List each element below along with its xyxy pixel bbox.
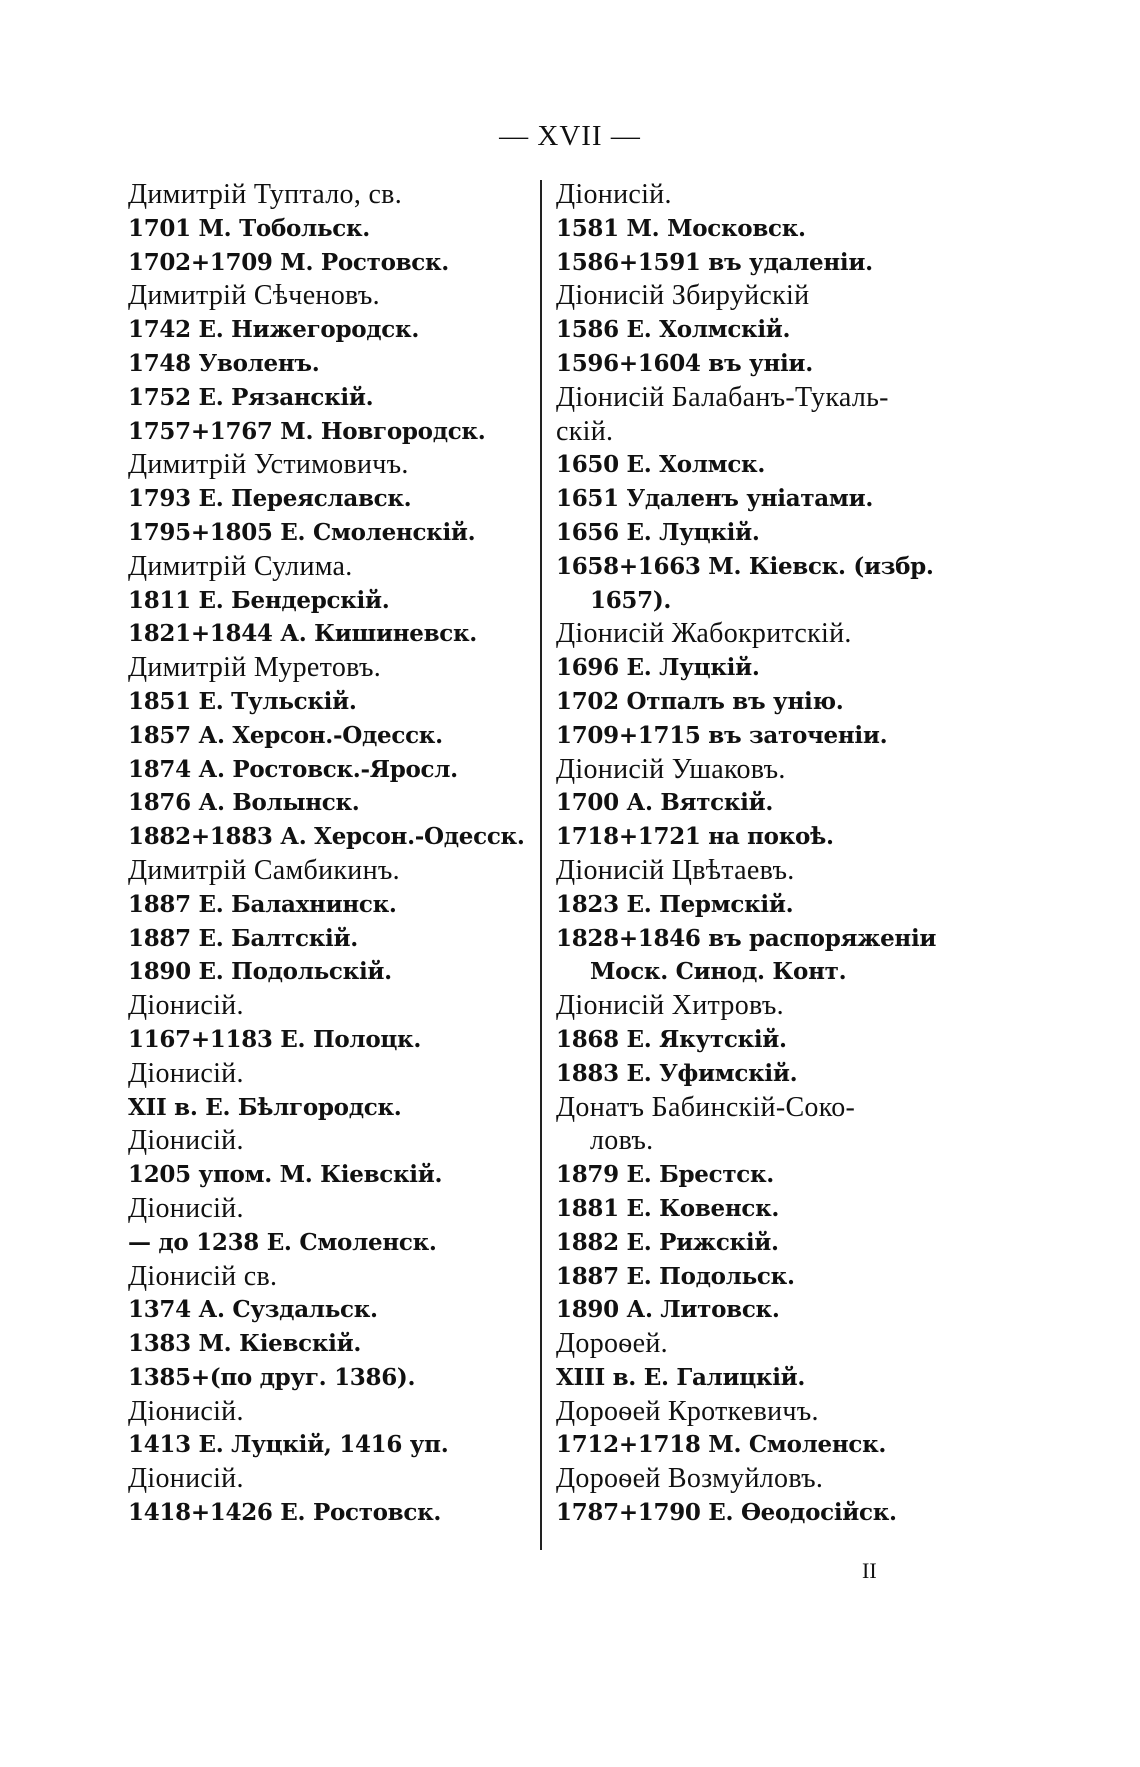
entry-detail: 1887 Е. Балахнинск. [128,890,397,918]
right-column [556,178,996,1530]
entry-detail: 1702+1709 М. Ростовск. [128,248,450,276]
entry-name: Діонисій Хитровъ. [556,990,784,1022]
entry-detail: 1696 Е. Луцкій. [556,654,760,682]
entry-detail: 1205 упом. М. Кіевскій. [128,1161,443,1189]
entry-detail: 1793 Е. Переяславск. [128,485,412,513]
entry-detail: 1658+1663 М. Кіевск. (избр. [556,552,934,580]
entry-detail: 1868 Е. Якутскій. [556,1025,787,1053]
entry-name: Димитрій Муретовъ. [128,652,382,684]
entry-detail: XII в. Е. Бѣлгородск. [128,1093,402,1121]
entry-detail: 1385+(по друг. 1386). [128,1363,416,1391]
entry-name: Димитрій Устимовичъ. [128,449,409,481]
entry-detail: 1596+1604 въ уніи. [556,349,813,377]
entry-detail: 1700 А. Вятскій. [556,789,774,817]
entry-detail: 1887 Е. Балтскій. [128,924,358,952]
entry-name: Діонисій Балабанъ-Тукаль- [556,381,889,413]
entry-detail: 1811 Е. Бендерскій. [128,586,390,614]
entry-name: Діонисій Цвѣтаевъ. [556,854,795,886]
entry-name: Діонисій. [128,1395,244,1427]
entry-detail: 1748 Уволенъ. [128,349,320,377]
entry-name: скій. [556,415,614,447]
entry-detail: 1581 М. Московск. [556,214,806,242]
entry-detail: 1656 Е. Луцкій. [556,518,760,546]
entry-name: Донатъ Бабинскій-Соко- [556,1091,856,1123]
entry-detail: 1887 Е. Подольск. [556,1262,795,1290]
entry-detail: 1787+1790 Е. Ѳеодосійск. [556,1499,897,1527]
entry-name: Димитрій Туптало, св. [128,179,402,210]
entry-name: Дороѳей Кроткевичъ. [556,1395,819,1427]
column-divider [540,180,542,1550]
entry-name: Діонисій Ушаковъ. [556,753,786,785]
entry-detail: 1712+1718 М. Смоленск. [556,1431,887,1459]
entry-detail: 1879 Е. Брестск. [556,1161,775,1189]
entry-name: Дороѳей. [556,1328,668,1360]
entry-detail: 1383 М. Кіевскій. [128,1330,362,1358]
entry-detail: 1857 А. Херсон.-Одесск. [128,721,443,749]
entry-name: Дороѳей Возмуйловъ. [556,1463,824,1495]
left-column [128,178,528,1530]
entry-detail: 1413 Е. Луцкій, 1416 уп. [128,1431,449,1459]
entry-detail: 1890 Е. Подольскій. [128,958,392,986]
entry-detail: 1881 Е. Ковенск. [556,1194,780,1222]
entry-detail: 1374 А. Суздальск. [128,1296,378,1324]
entry-name: Діонисій. [128,1463,244,1495]
entry-detail: 1752 Е. Рязанскій. [128,383,374,411]
entry-name: Діонисій. [128,1192,244,1224]
entry-name: Димитрій Сѣченовъ. [128,280,380,312]
entry-detail: 1650 Е. Холмск. [556,451,766,479]
entry-detail: 1876 А. Волынск. [128,789,360,817]
entry-detail: 1882+1883 А. Херсон.-Одесск. [128,823,525,851]
entry-detail: 1890 А. Литовск. [556,1296,780,1324]
entry-detail: 1586 Е. Холмскій. [556,316,791,344]
entry-detail: 1742 Е. Нижегородск. [128,316,420,344]
entry-name: Димитрій Сулима. [128,550,353,582]
entry-detail: 1651 Удаленъ уніатами. [556,485,874,513]
page-number-header: — XVII — [499,120,641,152]
entry-name: ловъ. [590,1125,654,1157]
entry-name: Діонисій Збируйскій [556,280,810,312]
entry-detail: 1828+1846 въ распоряженіи [556,924,937,952]
entry-detail: 1883 Е. Уфимскій. [556,1059,798,1087]
entry-name: Діонисій. [128,1057,244,1089]
signature-mark: II [862,1558,877,1583]
entry-detail: 1757+1767 М. Новгородск. [128,417,486,445]
entry-detail: 1418+1426 Е. Ростовск. [128,1499,442,1527]
entry-name: Діонисій св. [128,1260,278,1292]
entry-detail: 1586+1591 въ удаленіи. [556,248,873,276]
entry-detail: 1823 Е. Пермскій. [556,890,794,918]
entry-name: Димитрій Самбикинъ. [128,854,400,886]
entry-detail: 1702 Отпалъ въ унію. [556,687,844,715]
entry-detail: 1851 Е. Тульскій. [128,687,357,715]
entry-detail: 1882 Е. Рижскій. [556,1228,779,1256]
entry-name: Діонисій Жабокритскій. [556,618,852,650]
entry-detail: — до 1238 Е. Смоленск. [128,1228,437,1256]
entry-detail: XIII в. Е. Галицкій. [556,1363,806,1391]
entry-detail: 1795+1805 Е. Смоленскій. [128,518,476,546]
entry-name: Діонисій. [128,990,244,1022]
entry-detail: 1709+1715 въ заточеніи. [556,721,888,749]
entry-detail: 1718+1721 на покоѣ. [556,823,834,851]
entry-detail: 1657). [590,586,672,614]
entry-detail: 1874 А. Ростовск.-Яросл. [128,755,458,783]
entry-name: Діонисій. [556,179,672,210]
entry-name: Діонисій. [128,1125,244,1157]
entry-detail: 1167+1183 Е. Полоцк. [128,1025,422,1053]
entry-detail: Моск. Синод. Конт. [590,958,847,986]
entry-detail: 1701 М. Тобольск. [128,214,370,242]
entry-detail: 1821+1844 А. Кишиневск. [128,620,477,648]
